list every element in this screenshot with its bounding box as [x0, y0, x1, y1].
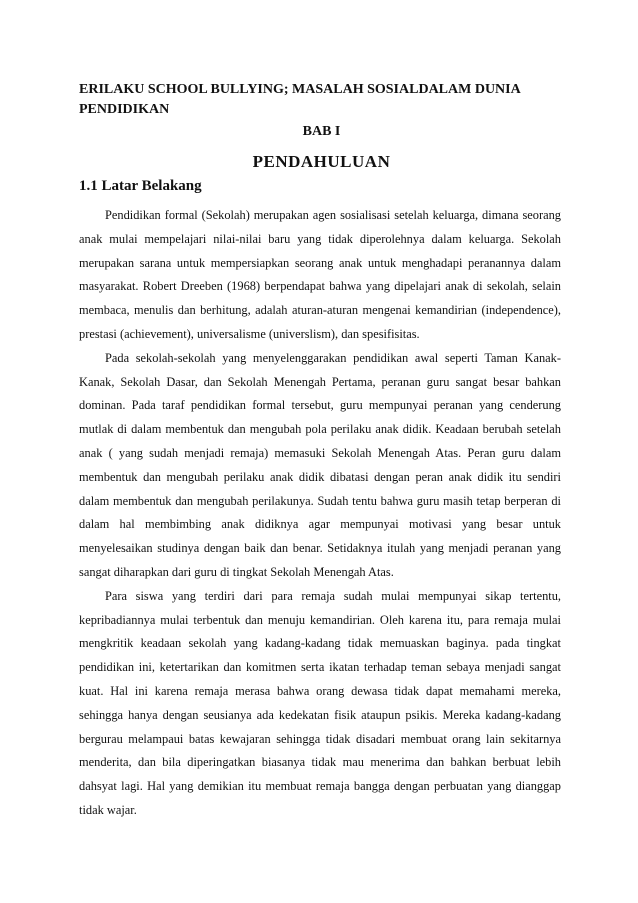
chapter-label: BAB I [302, 124, 341, 139]
body-text [79, 204, 561, 823]
paragraph-2: Pada sekolah-sekolah yang menyelenggarakan pendidikan awal seperti Taman Kanak-Kanak, Sekolah Dasar, dan Sekolah Menengah Pertama, peranan guru sangat besar bahkan dominan. Pada taraf pendidikan formal tersebut, guru mempunyai peranan yang cenderung mutlak di dalam membentuk dan mengubah pola perilaku anak didik. Keadaan berubah setelah anak ( yang sudah menjadi remaja) memasuki Sekolah Menengah Atas. Peran guru dalam membentuk dan mengubah perilaku anak didik dibatasi dengan peran anak didik itu sendiri dalam membentuk dan mengubah perilakunya. Sudah tentu bahwa guru masih tetap berperan di dalam hal membimbing anak didiknya agar mempunyai motivasi yang besar untuk menyelesaikan studinya dengan baik dan benar. Setidaknya itulah yang menjadi peranan yang sangat diharapkan dari guru di tingkat Sekolah Menengah Atas. [79, 350, 561, 579]
document-title: ERILAKU SCHOOL BULLYING; MASALAH SOSIALDALAM DUNIA PENDIDIKAN [79, 82, 520, 117]
section-heading: 1.1 Latar Belakang [79, 178, 202, 194]
paragraph-1: Pendidikan formal (Sekolah) merupakan agen sosialisasi setelah keluarga, dimana seorang anak mulai mempelajari nilai-nilai baru yang tidak diperolehnya dalam keluarga. Sekolah merupakan sarana untuk mempersiapkan seorang anak untuk menghadapi peranannya dalam masyarakat. Robert Dreeben (1968) berpendapat bahwa yang dipelajari anak di sekolah, selain membaca, menulis dan berhitung, adalah aturan-aturan mengenai kemandirian (independence), prestasi (achievement), universalisme (universlism), dan spesifisitas. [79, 208, 561, 341]
paragraph-3: Para siswa yang terdiri dari para remaja sudah mulai mempunyai sikap tertentu, kepribadiannya mulai terbentuk dan menuju kemandirian. Oleh karena itu, para remaja mulai mengkritik keadaan sekolah yang kadang-kadang tidak memuaskan baginya. pada tingkat pendidikan ini, ketertarikan dan komitmen serta ikatan terhadap teman sebaya menjadi sangat kuat. Hal ini karena remaja merasa bahwa orang dewasa tidak dapat memahami mereka, sehingga hanya dengan seusianya ada kedekatan fisik ataupun psikis. Mereka kadang-kadang bergurau melampaui batas kewajaran sehingga tidak disadari membuat orang lain sekitarnya menderita, dan bila diperingatkan biasanya tidak mau menerima dan bahkan berbuat lebih dahsyat lagi. Hal yang demikian itu membuat remaja bangga dengan perbuatan yang dianggap tidak wajar. [79, 588, 561, 817]
chapter-title: PENDAHULUAN [252, 152, 391, 171]
